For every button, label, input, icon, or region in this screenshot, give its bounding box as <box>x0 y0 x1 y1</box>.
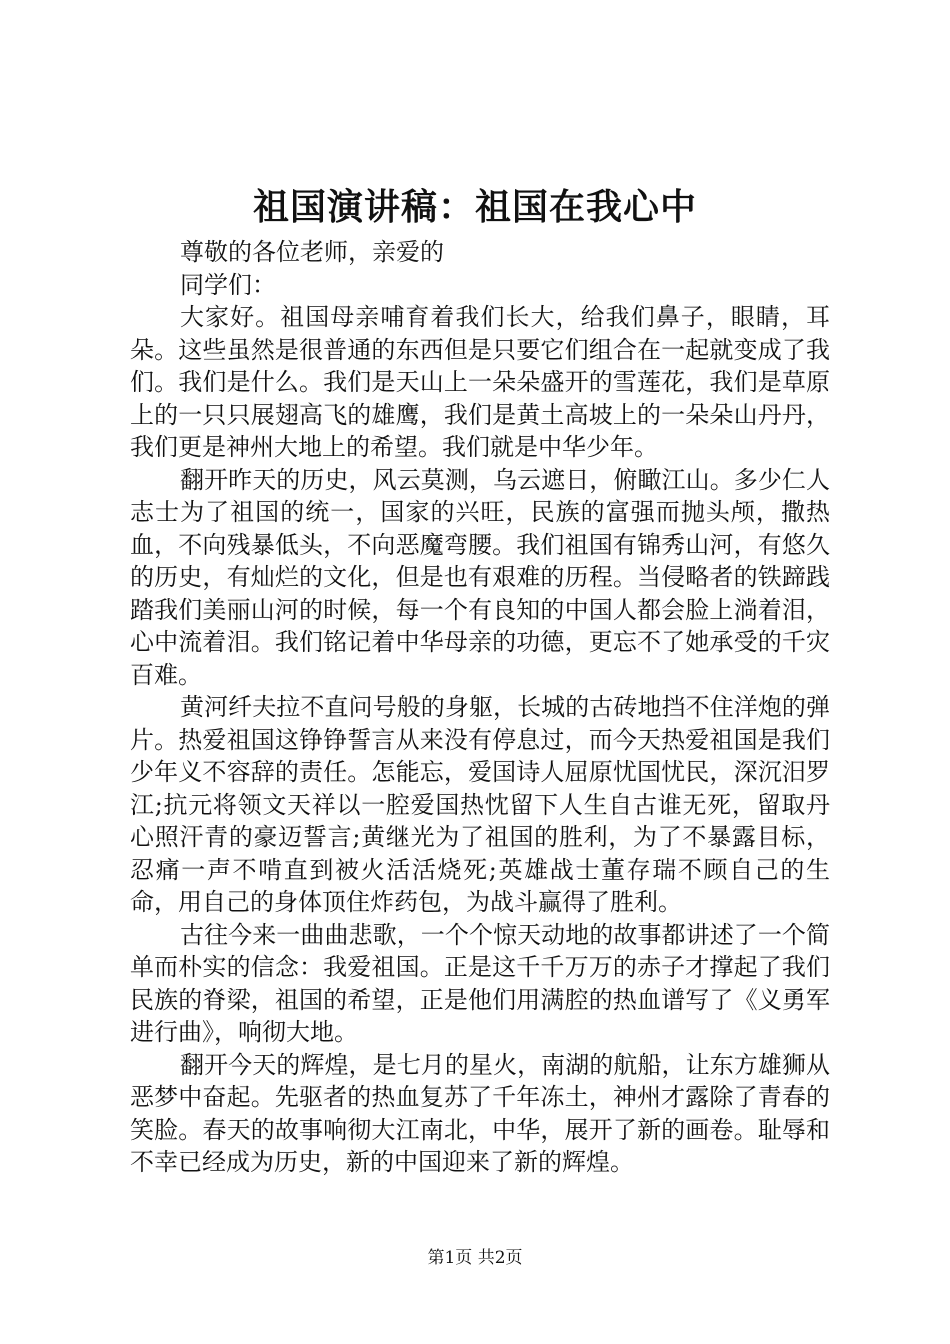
paragraph-3: 黄河纤夫拉不直问号般的身躯，长城的古砖地挡不住洋炮的弹片。热爱祖国这铮铮誓言从来没有停息过，而今天热爱祖国是我们少年义不容辞的责任。怎能忘，爱国诗人屈原忧国忧民，深沉汨罗江;抗元将领文天祥以一腔爱国热忱留下人生自古谁无死，留取丹心照汗青的豪迈誓言;黄继光为了祖国的胜利，为了不暴露目标，忍痛一声不啃直到被火活活烧死;英雄战士董存瑞不顾自己的生命，用自己的身体顶住炸药包，为战斗赢得了胜利。 <box>130 693 830 916</box>
paragraph-1: 大家好。祖国母亲哺育着我们长大，给我们鼻子，眼睛，耳朵。这些虽然是很普通的东西但是只要它们组合在一起就变成了我们。我们是什么。我们是天山上一朵朵盛开的雪莲花，我们是草原上的一只只展翅高飞的雄鹰，我们是黄土高坡上的一朵朵山丹丹，我们更是神州大地上的希望。我们就是中华少年。 <box>130 303 830 461</box>
paragraph-5: 翻开今天的辉煌，是七月的星火，南湖的航船，让东方雄狮从恶梦中奋起。先驱者的热血复苏了千年冻土，神州才露除了青春的笑脸。春天的故事响彻大江南北，中华，展开了新的画卷。耻辱和不幸已经成为历史，新的中国迎来了新的辉煌。 <box>130 1050 830 1176</box>
salutation-line-2: 同学们： <box>180 270 276 299</box>
document-body <box>130 236 830 1179</box>
salutation-line-1: 尊敬的各位老师，亲爱的 <box>180 238 444 266</box>
page-footer: 第1页 共2页 <box>427 1248 523 1268</box>
paragraph-2: 翻开昨天的历史，风云莫测，乌云遮日，俯瞰江山。多少仁人志士为了祖国的统一，国家的兴旺，民族的富强而抛头颅，撒热血，不向残暴低头，不向恶魔弯腰。我们祖国有锦秀山河，有悠久的历史，有灿烂的文化，但是也有艰难的历程。当侵略者的铁蹄践踏我们美丽山河的时候，每一个有良知的中国人都会脸上淌着泪，心中流着泪。我们铭记着中华母亲的功德，更忘不了她承受的千灾百难。 <box>130 465 830 689</box>
paragraph-4: 古往今来一曲曲悲歌，一个个惊天动地的故事都讲述了一个简单而朴实的信念：我爱祖国。正是这千千万万的赤子才撑起了我们民族的脊梁，祖国的希望，正是他们用满腔的热血谱写了《义勇军进行曲》，响彻大地。 <box>130 920 830 1046</box>
document-title: 祖国演讲稿：祖国在我心中 <box>252 186 697 228</box>
